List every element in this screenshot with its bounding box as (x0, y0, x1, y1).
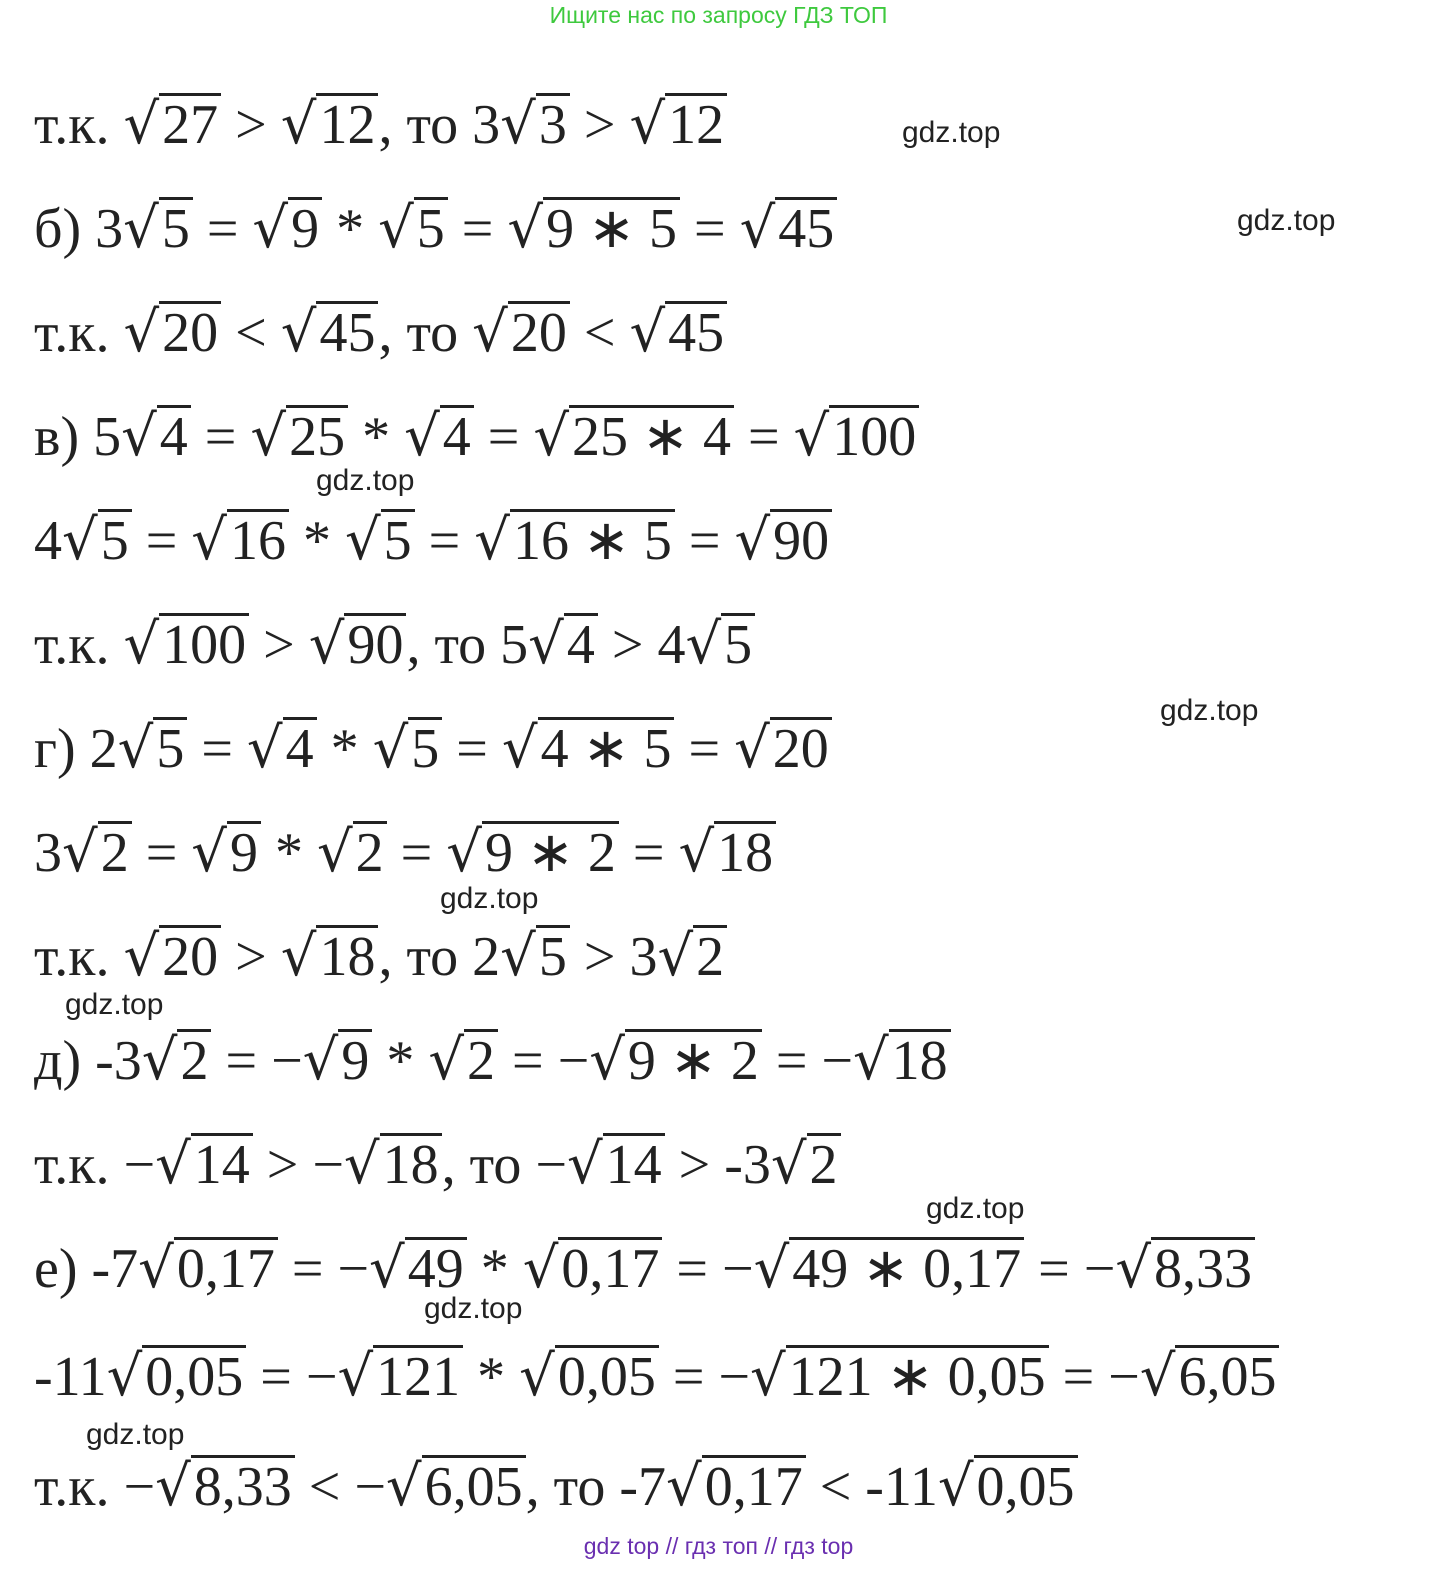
radical-sign-icon: √ (123, 92, 160, 157)
radicand: 18 (889, 1029, 951, 1090)
radicand: 3 (536, 93, 570, 154)
math-text: > 4 (597, 614, 686, 676)
radical-sign-icon: √ (404, 404, 440, 469)
radical-sign-icon: √ (106, 1344, 143, 1409)
radicand: 5 (98, 509, 132, 570)
radical-sign-icon: √ (446, 820, 482, 885)
square-root (472, 296, 570, 370)
radical-sign-icon: √ (566, 1132, 603, 1197)
radicand: 4 ∗ 5 (538, 717, 675, 778)
radical-sign-icon: √ (343, 1132, 380, 1197)
radicand: 4 (564, 613, 598, 674)
square-root (666, 1450, 806, 1524)
radicand: 121 ∗ 0,05 (786, 1345, 1049, 1406)
watermark-label: gdz.top (316, 464, 415, 497)
radical-sign-icon: √ (1115, 1236, 1152, 1301)
square-root (386, 1450, 526, 1524)
radicand: 5 (536, 925, 570, 986)
square-root (337, 1340, 463, 1414)
math-text: = − (1024, 1238, 1116, 1300)
math-text: = − (1048, 1346, 1140, 1408)
math-text: > (249, 614, 309, 676)
square-root (519, 1340, 659, 1414)
math-text: -11 (34, 1346, 107, 1408)
square-root (754, 1232, 1025, 1306)
radicand: 2 (464, 1029, 498, 1090)
radicand: 0,05 (974, 1455, 1078, 1516)
radical-sign-icon: √ (629, 300, 666, 365)
square-root (344, 1128, 442, 1202)
radicand: 8,33 (1151, 1237, 1255, 1298)
math-text: = (447, 198, 508, 260)
radical-sign-icon: √ (474, 508, 510, 573)
radical-sign-icon: √ (155, 1454, 191, 1519)
radical-sign-icon: √ (589, 1028, 625, 1093)
math-text: = (190, 406, 251, 468)
square-root (252, 192, 322, 266)
radicand: 4 (157, 405, 191, 466)
radicand: 27 (159, 93, 221, 154)
radical-sign-icon: √ (302, 1028, 339, 1093)
math-text: т.к. (34, 926, 124, 988)
square-root (678, 816, 776, 890)
radical-sign-icon: √ (657, 924, 694, 989)
radicand: 2 (98, 821, 132, 882)
square-root (138, 1232, 278, 1306)
watermark-label: gdz.top (65, 988, 164, 1021)
solution-line (34, 296, 727, 370)
radicand: 5 (414, 197, 448, 258)
radical-sign-icon: √ (507, 196, 544, 261)
watermark-label: gdz.top (424, 1292, 523, 1325)
square-root (123, 296, 221, 370)
square-root (123, 920, 221, 994)
square-root (373, 712, 443, 786)
radical-sign-icon: √ (280, 92, 317, 157)
math-text: = (442, 718, 502, 780)
radical-sign-icon: √ (191, 508, 227, 573)
square-root (567, 1128, 665, 1202)
radicand: 18 (316, 925, 378, 986)
radicand: 2 (177, 1029, 211, 1090)
math-text: т.к. (34, 614, 124, 676)
radicand: 20 (508, 301, 570, 362)
radicand: 49 (405, 1237, 467, 1298)
radical-sign-icon: √ (472, 300, 508, 365)
radical-sign-icon: √ (123, 196, 159, 261)
math-text: * (463, 1346, 520, 1408)
math-text: г) 2 (34, 718, 118, 780)
search-hint-banner: Ищите нас по запросу ГДЗ ТОП (549, 2, 888, 28)
square-root (62, 504, 132, 578)
radicand: 5 (159, 197, 193, 258)
math-text: = (131, 510, 192, 572)
square-root (428, 1024, 498, 1098)
radicand: 5 (153, 717, 187, 778)
radicand: 20 (770, 717, 832, 778)
math-text: = − (658, 1346, 750, 1408)
square-root (121, 400, 191, 474)
math-text: 4 (34, 510, 62, 572)
math-text: = − (761, 1030, 853, 1092)
radical-sign-icon: √ (246, 716, 283, 781)
math-text: , то 3 (378, 94, 501, 156)
math-text: 3 (34, 822, 62, 884)
solution-line (34, 1128, 841, 1202)
solution-line (34, 816, 776, 890)
radical-sign-icon: √ (250, 404, 287, 469)
square-root (523, 1232, 663, 1306)
radical-sign-icon: √ (739, 196, 776, 261)
square-root (107, 1340, 247, 1414)
radicand: 4 (283, 717, 317, 778)
watermark-label: gdz.top (86, 1418, 185, 1451)
math-text: < -11 (805, 1456, 938, 1518)
radicand: 5 (381, 509, 415, 570)
square-root (303, 1024, 373, 1098)
solution-line (34, 192, 837, 266)
math-text: = − (498, 1030, 590, 1092)
square-root (155, 1128, 253, 1202)
radical-sign-icon: √ (62, 508, 98, 573)
radicand: 14 (191, 1133, 253, 1194)
math-text: > 3 (569, 926, 658, 988)
math-text: * (260, 822, 317, 884)
square-root (191, 816, 261, 890)
square-root (62, 816, 132, 890)
solution-line (34, 1232, 1255, 1306)
square-root (734, 712, 832, 786)
footer-watermark: gdz top // гдз топ // гдз top (583, 1533, 854, 1559)
square-root (281, 296, 379, 370)
solution-line (34, 608, 755, 682)
math-text: * (348, 406, 405, 468)
radicand: 16 (227, 509, 289, 570)
math-text: = (674, 718, 735, 780)
radicand: 9 (338, 1029, 372, 1090)
radical-sign-icon: √ (528, 612, 564, 677)
math-text: = − (211, 1030, 303, 1092)
radical-sign-icon: √ (117, 716, 154, 781)
radical-sign-icon: √ (123, 924, 160, 989)
radical-sign-icon: √ (308, 612, 345, 677)
radicand: 90 (344, 613, 406, 674)
radical-sign-icon: √ (123, 300, 160, 365)
radical-sign-icon: √ (519, 1344, 555, 1409)
square-root (309, 608, 407, 682)
square-root (500, 88, 570, 162)
radical-sign-icon: √ (369, 1236, 405, 1301)
radical-sign-icon: √ (501, 716, 538, 781)
math-text: , то − (441, 1134, 567, 1196)
square-root (1115, 1232, 1255, 1306)
math-text: = (680, 198, 740, 260)
radical-sign-icon: √ (337, 1344, 374, 1409)
square-root (247, 712, 317, 786)
math-text: д) -3 (34, 1030, 142, 1092)
math-text: = (733, 406, 794, 468)
radicand: 9 (227, 821, 261, 882)
radical-sign-icon: √ (428, 1028, 465, 1093)
square-root (528, 608, 598, 682)
radical-sign-icon: √ (734, 716, 770, 781)
solution-line (34, 400, 919, 474)
watermark-label: gdz.top (440, 882, 539, 915)
radical-sign-icon: √ (500, 92, 536, 157)
radical-sign-icon: √ (1139, 1344, 1176, 1409)
math-text: , то 5 (406, 614, 529, 676)
square-root (1140, 1340, 1280, 1414)
square-root (657, 920, 727, 994)
square-root (938, 1450, 1078, 1524)
radical-sign-icon: √ (734, 508, 771, 573)
radical-sign-icon: √ (500, 924, 536, 989)
math-text: * (372, 1030, 429, 1092)
math-text: = (386, 822, 447, 884)
radicand: 14 (603, 1133, 665, 1194)
math-text: < − (294, 1456, 386, 1518)
radicand: 90 (770, 509, 832, 570)
radical-sign-icon: √ (937, 1454, 974, 1519)
radical-sign-icon: √ (155, 1132, 191, 1197)
square-root (474, 504, 675, 578)
square-root (771, 1128, 841, 1202)
solution-line (34, 1340, 1279, 1414)
radical-sign-icon: √ (666, 1454, 702, 1519)
math-text: * (466, 1238, 523, 1300)
math-text: , то (378, 302, 473, 364)
radical-sign-icon: √ (372, 716, 409, 781)
math-text: = − (277, 1238, 370, 1300)
radicand: 18 (380, 1133, 442, 1194)
radicand: 45 (775, 197, 837, 258)
square-root (740, 192, 838, 266)
radical-sign-icon: √ (753, 1236, 790, 1301)
math-text: > (221, 94, 281, 156)
radicand: 45 (316, 301, 378, 362)
solution-line (34, 1450, 1078, 1524)
radical-sign-icon: √ (141, 1028, 178, 1093)
square-root (123, 608, 249, 682)
square-root (378, 192, 448, 266)
math-text: > (569, 94, 630, 156)
radicand: 2 (353, 821, 387, 882)
radicand: 12 (665, 93, 727, 154)
square-root (404, 400, 474, 474)
watermark-label: gdz.top (902, 116, 1001, 149)
square-root (794, 400, 920, 474)
radicand: 20 (159, 301, 221, 362)
square-root (502, 712, 675, 786)
math-text: т.к. − (34, 1456, 156, 1518)
radical-sign-icon: √ (62, 820, 98, 885)
math-text: б) 3 (34, 198, 124, 260)
radical-sign-icon: √ (123, 612, 160, 677)
watermark-label: gdz.top (926, 1192, 1025, 1225)
math-text: > (221, 926, 281, 988)
radical-sign-icon: √ (533, 404, 570, 469)
radicand: 0,17 (702, 1455, 806, 1516)
square-root (507, 192, 680, 266)
solution-line (34, 504, 832, 578)
radical-sign-icon: √ (793, 404, 830, 469)
math-text: = (187, 718, 247, 780)
square-root (123, 192, 193, 266)
radical-sign-icon: √ (138, 1236, 174, 1301)
radicand: 4 (440, 405, 474, 466)
math-text: * (316, 718, 373, 780)
radicand: 121 (373, 1345, 463, 1406)
solution-line (34, 712, 832, 786)
watermark-label: gdz.top (1237, 204, 1336, 237)
radical-sign-icon: √ (522, 1236, 559, 1301)
radicand: 0,05 (142, 1345, 246, 1406)
square-root (142, 1024, 212, 1098)
radicand: 9 ∗ 2 (482, 821, 619, 882)
radicand: 100 (159, 613, 249, 674)
radicand: 5 (721, 613, 755, 674)
square-root (281, 920, 379, 994)
math-text: = (131, 822, 192, 884)
math-text: = (414, 510, 475, 572)
solution-line (34, 920, 727, 994)
radical-sign-icon: √ (280, 300, 317, 365)
radicand: 25 (286, 405, 348, 466)
radical-sign-icon: √ (629, 92, 666, 157)
square-root (345, 504, 415, 578)
solution-line (34, 1024, 951, 1098)
math-text: = − (662, 1238, 754, 1300)
radicand: 16 ∗ 5 (510, 509, 675, 570)
radicand: 5 (408, 717, 442, 778)
math-text: = (473, 406, 534, 468)
radicand: 9 ∗ 2 (625, 1029, 762, 1090)
square-root (250, 400, 348, 474)
radicand: 100 (829, 405, 919, 466)
radical-sign-icon: √ (378, 196, 414, 261)
solution-line (34, 88, 727, 162)
square-root (533, 400, 734, 474)
radicand: 9 ∗ 5 (543, 197, 680, 258)
radicand: 2 (693, 925, 727, 986)
math-text: т.к. (34, 302, 124, 364)
radicand: 20 (159, 925, 221, 986)
math-text: > -3 (664, 1134, 771, 1196)
square-root (853, 1024, 951, 1098)
square-root (685, 608, 755, 682)
radical-sign-icon: √ (316, 820, 353, 885)
square-root (317, 816, 387, 890)
radical-sign-icon: √ (252, 196, 289, 261)
radical-sign-icon: √ (121, 404, 157, 469)
radicand: 2 (807, 1133, 841, 1194)
square-root (629, 296, 727, 370)
math-text: * (288, 510, 345, 572)
radicand: 6,05 (422, 1455, 526, 1516)
radical-sign-icon: √ (852, 1028, 889, 1093)
watermark-label: gdz.top (1160, 694, 1259, 727)
square-root (281, 88, 379, 162)
math-text: < (569, 302, 630, 364)
math-text: < (221, 302, 281, 364)
radicand: 18 (714, 821, 776, 882)
math-text: > − (252, 1134, 344, 1196)
radicand: 25 ∗ 4 (569, 405, 734, 466)
square-root (191, 504, 289, 578)
radical-sign-icon: √ (770, 1132, 807, 1197)
square-root (734, 504, 832, 578)
radicand: 8,33 (191, 1455, 295, 1516)
radical-sign-icon: √ (280, 924, 317, 989)
square-root (589, 1024, 762, 1098)
radical-sign-icon: √ (685, 612, 722, 677)
math-text: * (322, 198, 379, 260)
radicand: 0,05 (555, 1345, 659, 1406)
radicand: 49 ∗ 0,17 (789, 1237, 1024, 1298)
radicand: 6,05 (1175, 1345, 1279, 1406)
radical-sign-icon: √ (385, 1454, 422, 1519)
math-text: = − (246, 1346, 338, 1408)
square-root (155, 1450, 295, 1524)
math-text: е) -7 (34, 1238, 139, 1300)
radicand: 0,17 (558, 1237, 662, 1298)
math-text: = (618, 822, 679, 884)
math-text: = (192, 198, 253, 260)
math-text: в) 5 (34, 406, 122, 468)
square-root (500, 920, 570, 994)
radicand: 45 (665, 301, 727, 362)
radical-sign-icon: √ (678, 820, 715, 885)
math-text: т.к. (34, 94, 124, 156)
math-text: , то -7 (525, 1456, 666, 1518)
math-text: , то 2 (378, 926, 501, 988)
math-text: = (674, 510, 735, 572)
radicand: 12 (316, 93, 378, 154)
square-root (446, 816, 619, 890)
square-root (123, 88, 221, 162)
radicand: 9 (288, 197, 322, 258)
math-text: т.к. − (34, 1134, 156, 1196)
radical-sign-icon: √ (191, 820, 227, 885)
radicand: 0,17 (174, 1237, 278, 1298)
square-root (750, 1340, 1049, 1414)
square-root (118, 712, 188, 786)
radical-sign-icon: √ (344, 508, 381, 573)
radical-sign-icon: √ (749, 1344, 786, 1409)
square-root (629, 88, 727, 162)
